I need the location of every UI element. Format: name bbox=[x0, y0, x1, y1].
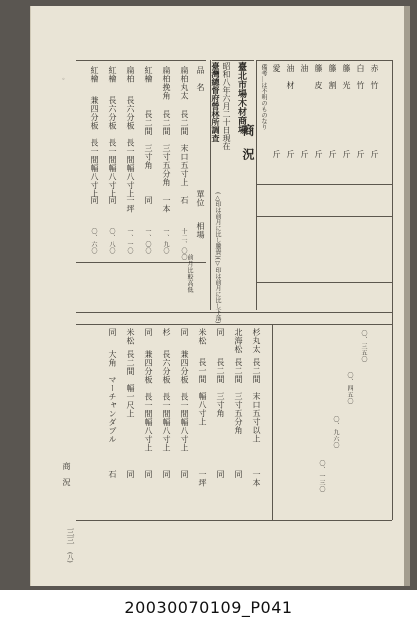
right-table-top-rule bbox=[256, 60, 392, 61]
list-item-name: 籐 皮 bbox=[314, 64, 323, 90]
lower-row-name: 米松 bbox=[198, 328, 207, 345]
lower-row-name: 同 bbox=[180, 328, 189, 337]
source-line: 臺灣總督府營林所調査 bbox=[211, 62, 221, 142]
lower-row-spec: 兼四分板 長一間幅八寸上 bbox=[144, 350, 153, 452]
list-item-name: 白 竹 bbox=[356, 64, 365, 90]
lower-row-unit: 石 bbox=[108, 470, 117, 479]
right-table-mid-rule bbox=[256, 184, 392, 185]
upper-row-name: 紅檜 bbox=[144, 66, 153, 83]
upper-row-spec: 長二間 三寸角 bbox=[144, 110, 153, 170]
upper-row-unit: 同 bbox=[144, 196, 153, 205]
list-item-unit: 斤 bbox=[328, 150, 337, 159]
list-item-name: 赤 竹 bbox=[370, 64, 379, 90]
list-item-name: 油 bbox=[300, 64, 309, 73]
upper-row-spec: 長二間 三寸五分角 bbox=[162, 110, 171, 187]
lower-table-bottom-rule bbox=[76, 520, 392, 521]
right-table-bottom-rule bbox=[256, 282, 392, 283]
lower-row-name: 北海松 bbox=[234, 328, 243, 354]
upper-row-spec: 兼四分板 長一間幅八寸上 bbox=[90, 96, 99, 198]
date-line: 昭和八年六月二十日現在 bbox=[222, 62, 231, 150]
page-number-alt: (八) bbox=[66, 552, 73, 563]
list-item-unit: 斤 bbox=[314, 150, 323, 159]
lower-table-top-rule bbox=[76, 324, 392, 325]
upper-row-name: 扁柏丸太 bbox=[180, 66, 189, 100]
lower-row-unit: 同 bbox=[126, 470, 135, 479]
upper-row-price: 一、九〇 bbox=[162, 228, 169, 254]
lower-row-spec: 長二間 三寸五分角 bbox=[234, 358, 243, 435]
upper-row-name: 扁柏 bbox=[126, 66, 135, 83]
header-compare: 前月比較高低 bbox=[186, 254, 193, 293]
page-number: 三三 bbox=[66, 528, 75, 544]
lower-row-spec: 長一間 幅八寸上 bbox=[198, 358, 207, 426]
upper-row-price: 一、〇〇 bbox=[144, 228, 151, 254]
upper-row-name: 紅檜 bbox=[108, 66, 117, 83]
lower-row-name: 杉 bbox=[162, 328, 171, 337]
list-item-unit: 斤 bbox=[272, 150, 281, 159]
lower-row-name: 同 bbox=[108, 328, 117, 337]
lower-row-name: 杉丸太 bbox=[252, 328, 261, 354]
lower-price: 〇、三五〇 bbox=[360, 330, 367, 363]
upper-row-price: 〇、六〇 bbox=[90, 228, 97, 254]
upper-row-unit: 一坪 bbox=[126, 196, 135, 213]
lower-row-unit: 同 bbox=[144, 470, 153, 479]
title-right-divider bbox=[256, 60, 257, 310]
image-caption: 20030070109_P041 bbox=[124, 598, 293, 617]
header-unit: 單位 bbox=[196, 190, 205, 207]
upper-row-spec: 長六分板 長一間幅八寸上 bbox=[126, 96, 135, 198]
list-item-name: 籐 割 bbox=[328, 64, 337, 90]
lower-row-name: 米松 bbox=[126, 328, 135, 345]
list-item-unit: 斤 bbox=[356, 150, 365, 159]
note-line: (△印は前月に比し騰貴)(▽印は前月に比し下落) bbox=[214, 192, 221, 324]
lower-row-unit: 同 bbox=[180, 470, 189, 479]
lower-row-unit: 同 bbox=[162, 470, 171, 479]
lower-price: 〇、一三〇 bbox=[318, 460, 325, 493]
right-table-mid-rule-2 bbox=[256, 216, 392, 217]
upper-row-spec: 長六分板 長一間幅八寸上 bbox=[108, 96, 117, 198]
upper-row-unit: 同 bbox=[108, 196, 117, 205]
lower-row-spec: 長二間 三寸角 bbox=[216, 358, 225, 418]
side-section-label: 商 況 bbox=[62, 462, 71, 486]
list-item-unit: 斤 bbox=[370, 150, 379, 159]
upper-row-unit: 石 bbox=[180, 196, 189, 205]
upper-row-price: 一、一〇 bbox=[126, 228, 133, 254]
lower-row-unit: 同 bbox=[234, 470, 243, 479]
upper-table-top-rule bbox=[76, 60, 206, 61]
lower-row-unit: 同 bbox=[216, 470, 225, 479]
right-border bbox=[392, 60, 393, 520]
lower-row-name: 同 bbox=[144, 328, 153, 337]
upper-row-name: 紅檜 bbox=[90, 66, 99, 83]
header-item: 品 名 bbox=[196, 66, 205, 92]
header-price: 相場 bbox=[196, 222, 205, 239]
lower-row-unit: 一本 bbox=[252, 470, 261, 487]
lower-row-spec: 長二間 末口五寸以上 bbox=[252, 358, 261, 443]
lower-row-name: 同 bbox=[216, 328, 225, 337]
lower-row-spec: 長二間 幅一尺上 bbox=[126, 350, 135, 418]
lower-divider bbox=[272, 324, 273, 520]
list-item-name: 油 材 bbox=[286, 64, 295, 90]
lower-row-spec: 大角 マーチャンダブル bbox=[108, 350, 117, 444]
lower-row-unit: 一坪 bbox=[198, 470, 207, 487]
lower-row-spec: 兼四分板 長一間幅八寸上 bbox=[180, 350, 189, 452]
remark: 備考…は不明のものなり bbox=[260, 64, 267, 130]
upper-row-price: 十二、〇〇 bbox=[180, 228, 187, 261]
lower-price: 〇、九六〇 bbox=[332, 416, 339, 449]
title-top-rule bbox=[212, 60, 254, 61]
list-item-name: 愛 bbox=[272, 64, 281, 73]
upper-row-name: 扁柏挽角 bbox=[162, 66, 171, 100]
list-item-unit: 斤 bbox=[286, 150, 295, 159]
market-title: 臺北市場木材商場 bbox=[236, 62, 246, 134]
lower-row-spec: 長六分板 長一間幅八寸上 bbox=[162, 350, 171, 452]
list-item-unit: 斤 bbox=[342, 150, 351, 159]
upper-row-price: 〇、八〇 bbox=[108, 228, 115, 254]
upper-row-unit: 同 bbox=[90, 196, 99, 205]
upper-row-unit: 一本 bbox=[162, 196, 171, 213]
page-margin-mark: ◦ bbox=[60, 76, 67, 83]
lower-price: 〇、四五〇 bbox=[346, 372, 353, 405]
page-edge bbox=[404, 6, 410, 586]
middle-divider-rule bbox=[76, 312, 392, 313]
section-title: 商 況 bbox=[241, 124, 255, 160]
upper-row-spec: 長二間 末口五寸上 bbox=[180, 110, 189, 187]
list-item-name: 籐 光 bbox=[342, 64, 351, 90]
list-item-unit: 斤 bbox=[300, 150, 309, 159]
